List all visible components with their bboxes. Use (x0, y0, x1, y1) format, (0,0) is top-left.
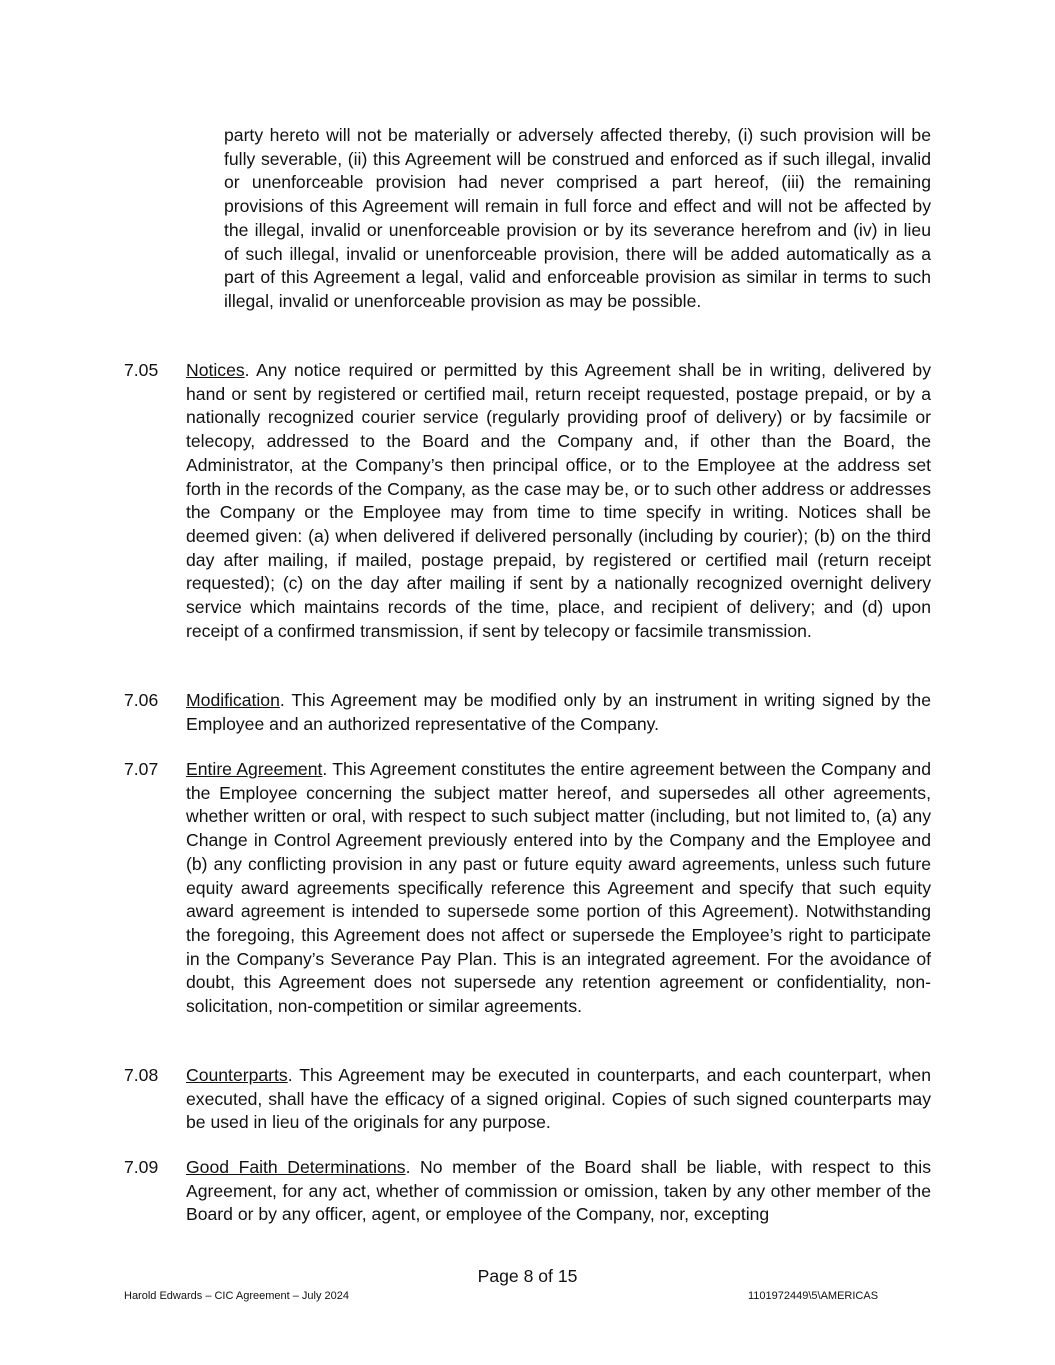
section-number: 7.09 (124, 1157, 159, 1177)
section-text: . No member of the Board shall be liable, with respect to this Agreement, for any act, whether of commission or omission, taken by any other member of the Board or by any officer, agent, or employee of the Company, nor, excepting (186, 1157, 931, 1225)
section-text: . This Agreement constitutes the entire agreement between the Company and the Employee concerning the subject matter hereof, and supersedes all other agreements, whether written or oral, with respect to such subject matter (including, but not limited to, (a) any Change in Control Agreement previously entered into by the Company and the Employee and (b) any conflicting provision in any past or future equity award agreements, unless such future equity award agreements specifically reference this Agreement and specify that such equity award agreement is intended to supersede some portion of this Agreement). Notwithstanding the foregoing, this Agreement does not affect or supersede the Employee’s right to participate in the Company’s Severance Pay Plan. This is an integrated agreement. For the avoidance of doubt, this Agreement does not supersede any retention agreement or confidentiality, non-solicitation, non-competition or similar agreements. (186, 759, 931, 1017)
section-body (186, 1064, 931, 1135)
section-number: 7.06 (124, 690, 159, 710)
section-heading: Modification (186, 690, 280, 710)
section-heading: Entire Agreement (186, 759, 323, 779)
continuation-paragraph: party hereto will not be materially or adversely affected thereby, (i) such provision will be fully severable, (ii) this Agreement will be construed and enforced as if such illegal, invalid or unenforceable provision had never comprised a part hereof, (iii) the remaining provisions of this Agreement will remain in full force and effect and will not be affected by the illegal, invalid or unenforceable provision or by its severance herefrom and (iv) in lieu of such illegal, invalid or unenforceable provision, there will be added automatically as a part of this Agreement a legal, valid and enforceable provision as similar in terms to such illegal, invalid or unenforceable provision as may be possible. (224, 125, 931, 311)
section-body (186, 758, 931, 1019)
footer-document-id: 1101972449\5\AMERICAS (748, 1290, 879, 1302)
section-text: . This Agreement may be modified only by an instrument in writing signed by the Employee and an authorized representative of the Company. (186, 690, 931, 734)
section-text: . This Agreement may be executed in counterparts, and each counterpart, when executed, shall have the efficacy of a signed original. Copies of such signed counterparts may be used in lieu of the originals for any purpose. (186, 1065, 931, 1133)
section-body (186, 689, 931, 736)
section-body (186, 359, 931, 643)
section-body (186, 1156, 931, 1227)
footer-document-title: Harold Edwards – CIC Agreement – July 2024 (124, 1290, 350, 1302)
section-number: 7.08 (124, 1065, 159, 1085)
section-number: 7.07 (124, 759, 159, 779)
section-text: . Any notice required or permitted by this Agreement shall be in writing, delivered by hand or sent by registered or certified mail, return receipt requested, postage prepaid, or by a nationally recognized courier service (regularly providing proof of delivery) or by facsimile or telecopy, addressed to the Board and the Company and, if other than the Board, the Administrator, at the Company’s then principal office, or to the Employee at the address set forth in the records of the Company, as the case may be, or to such other address or addresses the Company or the Employee may from time to time specify in writing. Notices shall be deemed given: (a) when delivered if delivered personally (including by courier); (b) on the third day after mailing, if mailed, postage prepaid, by registered or certified mail (return receipt requested); (c) on the day after mailing if sent by a nationally recognized overnight delivery service which maintains records of the time, place, and recipient of delivery; and (d) upon receipt of a confirmed transmission, if sent by telecopy or facsimile transmission. (186, 360, 931, 641)
section-heading: Good Faith Determinations (186, 1157, 406, 1177)
section-number: 7.05 (124, 360, 159, 380)
section-heading: Counterparts (186, 1065, 288, 1085)
section-heading: Notices (186, 360, 245, 380)
page-number: Page 8 of 15 (477, 1266, 578, 1286)
